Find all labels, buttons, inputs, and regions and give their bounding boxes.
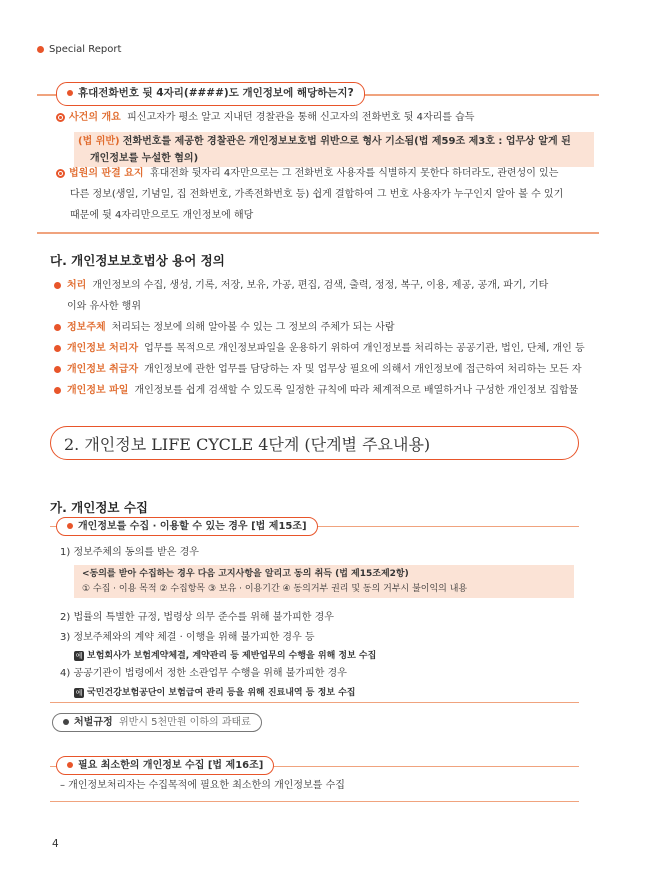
faq-box-title (56, 82, 365, 106)
ruling-line2: 개인정보를 누설한 혐의) (90, 153, 199, 164)
circle-bullet-icon (56, 113, 65, 122)
judgment-line1 (56, 164, 558, 184)
page-number: 4 (52, 838, 59, 850)
chapter-title: 2. 개인정보 LIFE CYCLE 4단계 (단계별 주요내용) (64, 435, 431, 454)
ruling-label: (법 위반) (78, 136, 120, 147)
section-heading: 다. 개인정보보호법상 용어 정의 (50, 253, 225, 268)
collection-box-title (56, 517, 318, 536)
bullet-icon (67, 523, 73, 529)
judgment-line3: 때문에 뒷 4자리만으로도 개인정보에 해당 (70, 210, 254, 221)
example-badge: 예 (75, 688, 83, 697)
bullet-icon (67, 90, 73, 96)
minimum-box-title (56, 756, 274, 775)
term-text: 처리되는 정보에 의해 알아볼 수 있는 그 정보의 주체가 되는 사람 (111, 322, 395, 333)
term-item (54, 318, 395, 338)
example-text: 국민건강보험공단이 보험급여 관리 등을 위해 진료내역 등 정보 수집 (87, 688, 356, 698)
example-text: 보험회사가 보험계약체결, 계약관리 등 제반업무의 수행을 위해 정보 수집 (87, 651, 377, 661)
minimum-title-text: 필요 최소한의 개인정보 수집 [법 제16조] (78, 760, 264, 771)
bullet-icon (54, 345, 61, 352)
term-text: 개인정보를 쉽게 검색할 수 있도록 일정한 규칙에 따라 체계적으로 배열하거나 구성한 개인정보 집합물 (134, 385, 579, 396)
term-label: 처리 (67, 280, 87, 291)
example-badge: 예 (75, 651, 83, 660)
collection-item: 2) 법률의 특별한 규정, 법령상 의무 준수를 위해 불가피한 경우 (60, 612, 334, 623)
term-label: 개인정보 취급자 (67, 364, 139, 375)
collection-item: 1) 정보주체의 동의를 받은 경우 (60, 547, 199, 558)
example-line (74, 685, 356, 698)
collection-item: 4) 공공기관이 법령에서 정한 소관업무 수행을 위해 불가피한 경우 (60, 668, 347, 679)
bullet-icon (54, 387, 61, 394)
case-label: 사건의 개요 (69, 112, 121, 123)
circle-bullet-icon (56, 169, 65, 178)
term-item (54, 339, 585, 359)
ruling-line1: 전화번호를 제공한 경찰관은 개인정보보호법 위반으로 형사 기소됨(법 제59조 제3호 : 업무상 알게 된 (122, 136, 571, 147)
ruling-highlight (74, 132, 594, 167)
term-label: 정보주체 (67, 322, 106, 333)
bullet-icon (54, 366, 61, 373)
term-item (54, 360, 582, 380)
term-text: 업무를 목적으로 개인정보파일을 운용하기 위하여 개인정보를 처리하는 공공기관, 법인, 단체, 개인 등 (144, 343, 585, 354)
section-heading: 가. 개인정보 수집 (50, 500, 148, 515)
term-label: 개인정보 처리자 (67, 343, 139, 354)
judgment-line2: 다른 정보(생일, 기념일, 집 전화번호, 가족전화번호 등) 쉽게 결합하여 그 번호 사용자가 누구인지 알아 볼 수 있기 (70, 189, 564, 200)
minimum-text: – 개인정보처리자는 수집목적에 필요한 최소한의 개인정보를 수집 (60, 780, 345, 791)
penalty-label: 처벌규정 (74, 717, 113, 728)
collection-item: 3) 정보주체와의 계약 체결 · 이행을 위해 불가피한 경우 등 (60, 632, 315, 643)
collection-title-text: 개인정보를 수집 · 이용할 수 있는 경우 [법 제15조] (78, 521, 307, 532)
bullet-icon (63, 719, 69, 725)
consent-notice (74, 565, 574, 598)
case-text: 피신고자가 평소 알고 지내던 경찰관을 통해 신고자의 전화번호 뒷 4자리를 습득 (127, 112, 475, 123)
judgment-text1: 휴대전화 뒷자리 4자만으로는 그 전화번호 사용자를 식별하지 못한다 하더라도, 관련성이 있는 (149, 168, 559, 179)
term-text-cont: 이와 유사한 행위 (67, 301, 141, 312)
bullet-icon (54, 282, 61, 289)
term-item (54, 276, 548, 296)
penalty-pill (52, 713, 262, 732)
case-line (56, 108, 474, 128)
term-text: 개인정보에 관한 업무를 담당하는 자 및 업무상 필요에 의해서 개인정보에 접근하여 처리하는 모든 자 (144, 364, 582, 375)
term-label: 개인정보 파일 (67, 385, 129, 396)
header-label: Special Report (49, 44, 122, 55)
term-text: 개인정보의 수집, 생성, 기록, 저장, 보유, 가공, 편집, 검색, 출력, 정정, 복구, 이용, 제공, 공개, 파기, 기타 (92, 280, 549, 291)
example-line (74, 648, 376, 661)
notice-heading: <동의를 받아 수집하는 경우 다음 고지사항을 알리고 동의 취득 (법 제15조제2항) (82, 569, 409, 579)
notice-items: ① 수집 · 이용 목적 ② 수집항목 ③ 보유 · 이용기간 ④ 동의거부 권리 및 동의 거부시 불이익의 내용 (82, 584, 468, 594)
bullet-icon (67, 762, 73, 768)
penalty-text: 위반시 5천만원 이하의 과태료 (119, 717, 251, 728)
faq-title-text: 휴대전화번호 뒷 4자리(####)도 개인정보에 해당하는지? (78, 87, 354, 99)
bullet-icon (54, 324, 61, 331)
running-header (37, 44, 121, 55)
term-item (54, 381, 578, 401)
bullet-icon (37, 46, 44, 53)
judgment-label: 법원의 판결 요지 (69, 168, 144, 179)
